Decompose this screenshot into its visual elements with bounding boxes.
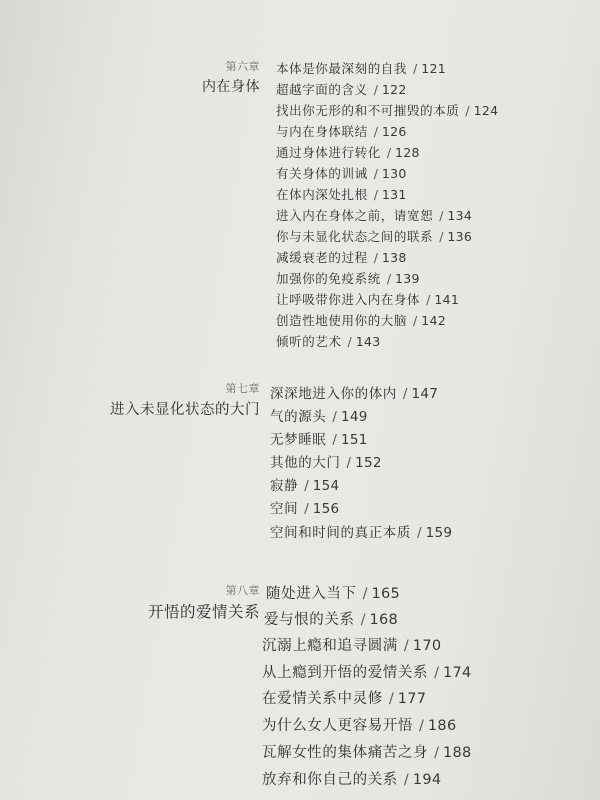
toc-entry — [276, 311, 446, 329]
entry-separator: / — [386, 271, 392, 286]
toc-entry — [270, 521, 452, 541]
entry-separator: / — [373, 250, 378, 265]
entry-title: 本体是你最深刻的自我 — [276, 61, 408, 76]
entry-title: 在爱情关系中灵修 — [262, 691, 383, 707]
toc-entry — [276, 227, 472, 245]
entry-separator: / — [332, 409, 337, 425]
entry-page-number: 121 — [421, 61, 446, 76]
toc-entry — [270, 497, 339, 517]
entry-title: 倾听的艺术 — [276, 334, 342, 349]
entry-title: 从上瘾到开悟的爱情关系 — [262, 665, 429, 681]
chapter-title: 进入未显化状态的大门 — [110, 402, 260, 418]
chapter-heading — [110, 380, 260, 419]
entry-separator: / — [373, 82, 378, 97]
entry-title: 通过身体进行转化 — [276, 145, 381, 160]
entry-page-number: 122 — [381, 82, 407, 97]
toc-entry — [270, 451, 382, 471]
entry-title: 减缓衰老的过程 — [276, 250, 368, 265]
entry-title: 让呼吸带你进入内在身体 — [276, 292, 421, 307]
chapter-title: 开悟的爱情关系 — [147, 603, 260, 621]
entry-title: 加强你的免疫系统 — [276, 271, 381, 286]
entry-page-number: 128 — [395, 145, 420, 160]
toc-entry — [262, 661, 472, 682]
entry-title: 有关身体的训诫 — [276, 166, 368, 181]
entry-title: 沉溺上瘾和追寻圆满 — [262, 638, 398, 654]
entry-page-number: 186 — [427, 718, 457, 734]
entry-separator: / — [373, 187, 378, 202]
entry-separator: / — [360, 612, 366, 628]
toc-entry — [276, 206, 472, 224]
toc-entry — [276, 290, 459, 308]
entry-separator: / — [413, 61, 418, 76]
toc-entry — [276, 59, 446, 77]
entry-title: 空间 — [270, 501, 299, 517]
entry-separator: / — [417, 525, 422, 541]
entry-separator: / — [413, 313, 418, 328]
entry-page-number: 143 — [355, 334, 381, 349]
entry-separator: / — [373, 124, 378, 139]
entry-separator: / — [362, 586, 368, 602]
toc-entry — [264, 608, 398, 629]
entry-separator: / — [465, 103, 470, 118]
entry-separator: / — [403, 638, 409, 654]
entry-separator: / — [402, 386, 408, 402]
entry-page-number: 168 — [369, 612, 399, 628]
entry-separator: / — [304, 478, 309, 494]
entry-title: 寂静 — [270, 478, 299, 494]
toc-entry — [262, 768, 441, 789]
entry-title: 瓦解女性的集体痛苦之身 — [262, 745, 429, 761]
entry-page-number: 130 — [381, 166, 407, 181]
entry-page-number: 126 — [381, 124, 407, 139]
entry-separator: / — [434, 745, 439, 761]
entry-page-number: 139 — [395, 271, 420, 286]
entry-separator: / — [386, 145, 392, 160]
toc-entry — [276, 122, 407, 140]
entry-title: 为什么女人更容易开悟 — [262, 718, 413, 734]
entry-page-number: 149 — [340, 409, 368, 425]
toc-entry — [266, 582, 400, 603]
chapter-number: 第八章 — [225, 584, 260, 597]
entry-title: 爱与恨的关系 — [264, 612, 355, 628]
entry-title: 气的源头 — [270, 409, 327, 425]
toc-entry — [262, 714, 456, 735]
toc-entry — [262, 634, 441, 655]
entry-title: 与内在身体联结 — [276, 124, 368, 139]
entry-page-number: 159 — [425, 525, 453, 541]
entry-page-number: 165 — [371, 586, 401, 602]
toc-entry — [270, 474, 339, 494]
toc-entry — [276, 248, 407, 266]
chapter-number: 第六章 — [225, 60, 260, 73]
entry-separator: / — [439, 229, 444, 244]
entry-title: 深深地进入你的体内 — [270, 386, 397, 402]
chapter-title: 内在身体 — [202, 79, 260, 95]
entry-separator: / — [373, 166, 378, 181]
entry-page-number: 170 — [412, 638, 442, 654]
chapter-heading — [202, 58, 260, 96]
entry-title: 无梦睡眠 — [270, 432, 327, 448]
entry-page-number: 131 — [381, 187, 407, 202]
toc-entry — [262, 741, 472, 762]
entry-page-number: 152 — [355, 455, 382, 471]
entry-title: 进入内在身体之前，请宽恕 — [276, 208, 434, 223]
toc-entry — [276, 164, 407, 182]
entry-page-number: 136 — [447, 229, 473, 244]
toc-entry — [270, 382, 438, 402]
toc-entry — [276, 143, 420, 161]
entry-title: 放弃和你自己的关系 — [262, 772, 398, 788]
toc-entry — [276, 269, 420, 287]
entry-separator: / — [388, 691, 394, 707]
entry-title: 随处进入当下 — [266, 586, 357, 602]
entry-page-number: 151 — [340, 432, 368, 448]
entry-page-number: 134 — [447, 208, 473, 223]
toc-entry — [270, 428, 368, 448]
entry-title: 其他的大门 — [270, 455, 341, 471]
toc-entry — [276, 185, 407, 203]
entry-separator: / — [439, 208, 444, 223]
entry-title: 超越字面的含义 — [276, 82, 368, 97]
entry-page-number: 141 — [434, 292, 460, 307]
entry-separator: / — [403, 772, 409, 788]
chapter-heading — [148, 582, 260, 622]
entry-page-number: 188 — [443, 745, 472, 761]
entry-separator: / — [419, 718, 424, 734]
toc-entry — [276, 101, 498, 119]
toc-entry — [270, 405, 368, 425]
entry-page-number: 142 — [421, 313, 446, 328]
entry-page-number: 177 — [397, 691, 427, 707]
toc-entry — [276, 80, 407, 98]
entry-separator: / — [434, 665, 439, 681]
chapter-number: 第七章 — [225, 382, 260, 395]
entry-separator: / — [347, 334, 352, 349]
entry-page-number: 194 — [412, 772, 442, 788]
entry-page-number: 124 — [473, 103, 499, 118]
entry-title: 创造性地使用你的大脑 — [276, 313, 408, 328]
entry-separator: / — [346, 455, 352, 471]
entry-title: 在体内深处扎根 — [276, 187, 368, 202]
entry-page-number: 156 — [312, 501, 340, 517]
toc-entry — [276, 332, 381, 350]
entry-page-number: 147 — [411, 386, 439, 402]
entry-page-number: 138 — [381, 250, 407, 265]
entry-title: 你与未显化状态之间的联系 — [276, 229, 434, 244]
entry-separator: / — [304, 501, 309, 517]
entry-title: 空间和时间的真正本质 — [270, 525, 411, 541]
entry-page-number: 154 — [312, 478, 340, 494]
toc-entry — [262, 687, 426, 708]
entry-page-number: 174 — [443, 665, 472, 681]
entry-title: 找出你无形的和不可摧毁的本质 — [276, 103, 460, 118]
entry-separator: / — [426, 292, 431, 307]
entry-separator: / — [332, 432, 337, 448]
